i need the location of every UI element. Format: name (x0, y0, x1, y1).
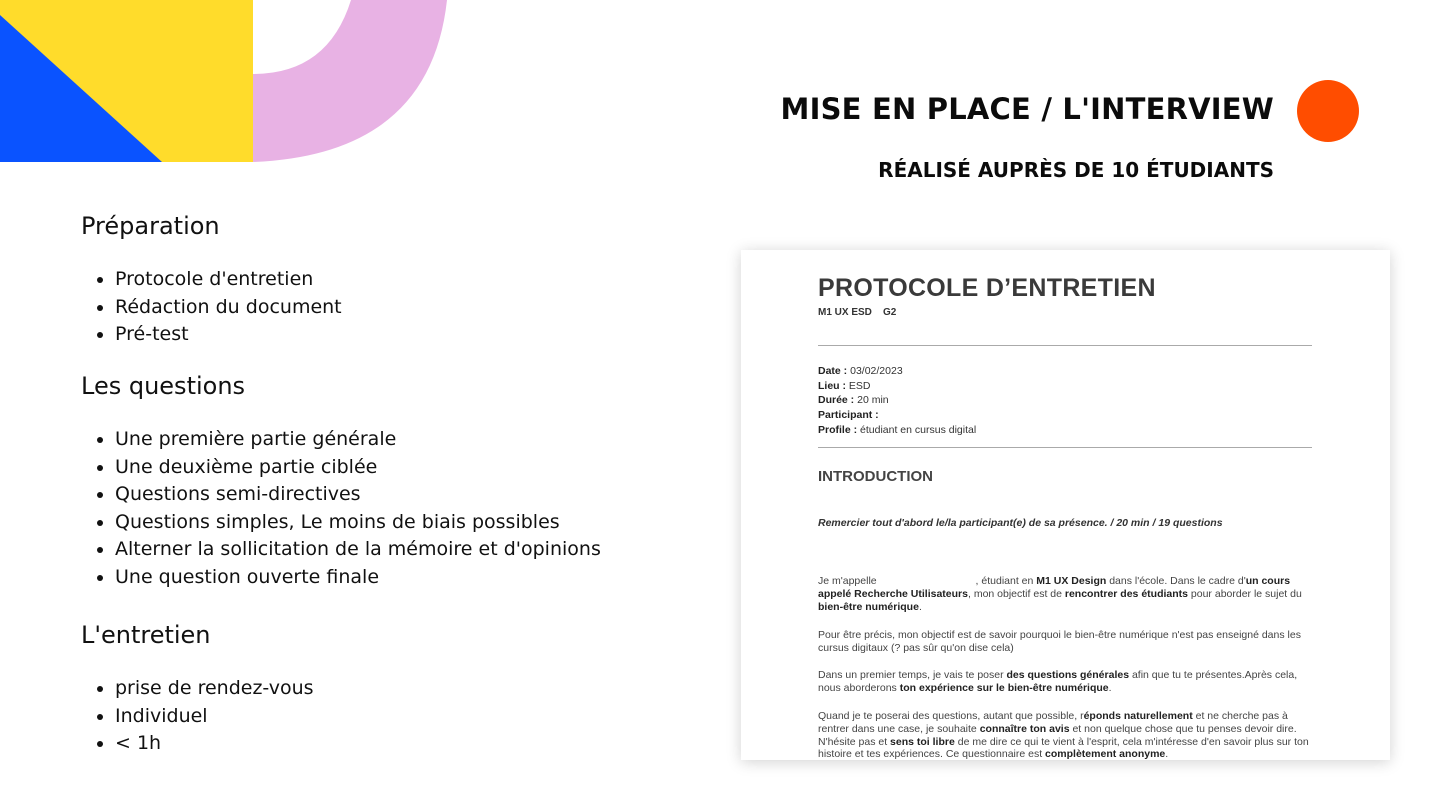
orange-dot (1297, 80, 1359, 142)
bullet-list (81, 426, 601, 591)
list-item: • Rédaction du document (115, 294, 342, 322)
document-preview (741, 250, 1390, 760)
list-item: • Questions simples, Le moins de biais possibles (115, 509, 601, 537)
divider (818, 447, 1312, 448)
section-preparation (81, 212, 342, 349)
bullet-list (81, 266, 342, 349)
list-item: • prise de rendez-vous (115, 675, 314, 703)
intro-paragraph: Je m'appelle , étudiant en M1 UX Design dans l'école. Dans le cadre d'un cours appelé Recherche Utilisateurs, mon objectif est de rencontrer des étudiants pour aborder le sujet du bien-être numérique. (818, 575, 1302, 613)
group-label: G2 (883, 307, 897, 318)
section-questions (81, 372, 601, 591)
intro-heading: INTRODUCTION (818, 468, 933, 485)
list-item: • < 1h (115, 730, 314, 758)
pink-arc-shape (253, 0, 447, 162)
list-item: • Une première partie générale (115, 426, 601, 454)
intro-instruction: Remercier tout d'abord le/la participant(e) de sa présence. / 20 min / 19 questions (818, 517, 1223, 529)
list-item: • Questions semi-directives (115, 481, 601, 509)
meta-row: Durée : 20 min (818, 394, 889, 407)
document-meta (818, 364, 976, 438)
list-item: • Pré-test (115, 321, 342, 349)
meta-row: Profile : étudiant en cursus digital (818, 423, 977, 436)
document-title: PROTOCOLE D’ENTRETIEN (818, 274, 1156, 302)
meta-row: Date : 03/02/2023 (818, 365, 903, 377)
section-heading: L'entretien (81, 621, 211, 649)
list-item: • Individuel (115, 703, 314, 731)
list-item: • Alterner la sollicitation de la mémoire et d'opinions (115, 536, 601, 564)
divider (818, 345, 1312, 346)
section-entretien (81, 621, 314, 758)
decorative-shapes (0, 0, 450, 165)
meta-row: Participant : (818, 409, 879, 422)
list-item: • Une deuxième partie ciblée (115, 454, 601, 482)
page-subtitle: RÉALISÉ AUPRÈS DE 10 ÉTUDIANTS (878, 158, 1274, 182)
bullet-list (81, 675, 314, 758)
meta-row: Lieu : ESD (818, 379, 871, 392)
list-item: • Une question ouverte finale (115, 564, 601, 592)
section-heading: Les questions (81, 372, 246, 400)
section-heading: Préparation (81, 212, 220, 240)
course-label: M1 UX ESD (818, 307, 872, 318)
intro-paragraph: Quand je te poserai des questions, autant que possible, réponds naturellement et ne cherche pas à rentrer dans une case, je souhaite connaître ton avis et non quelque chose que tu penses devoir dire. N'hésite pas et sens toi libre de me dire ce qui te vient à l'esprit, cela m'intéresse d'en savoir plus sur ton histoire et tes expériences. Ce questionnaire est complètement anonyme. (818, 710, 1309, 760)
list-item: • Protocole d'entretien (115, 266, 342, 294)
intro-paragraph: Pour être précis, mon objectif est de savoir pourquoi le bien-être numérique n'est pas enseigné dans les cursus digitaux (? pas sûr qu'on dise cela) (818, 629, 1301, 654)
page-title: MISE EN PLACE / L'INTERVIEW (780, 92, 1274, 126)
document-course (818, 307, 896, 318)
intro-paragraph: Dans un premier temps, je vais te poser des questions générales afin que tu te présentes.Après cela, nous aborderons ton expérience sur le bien-être numérique. (818, 669, 1298, 694)
